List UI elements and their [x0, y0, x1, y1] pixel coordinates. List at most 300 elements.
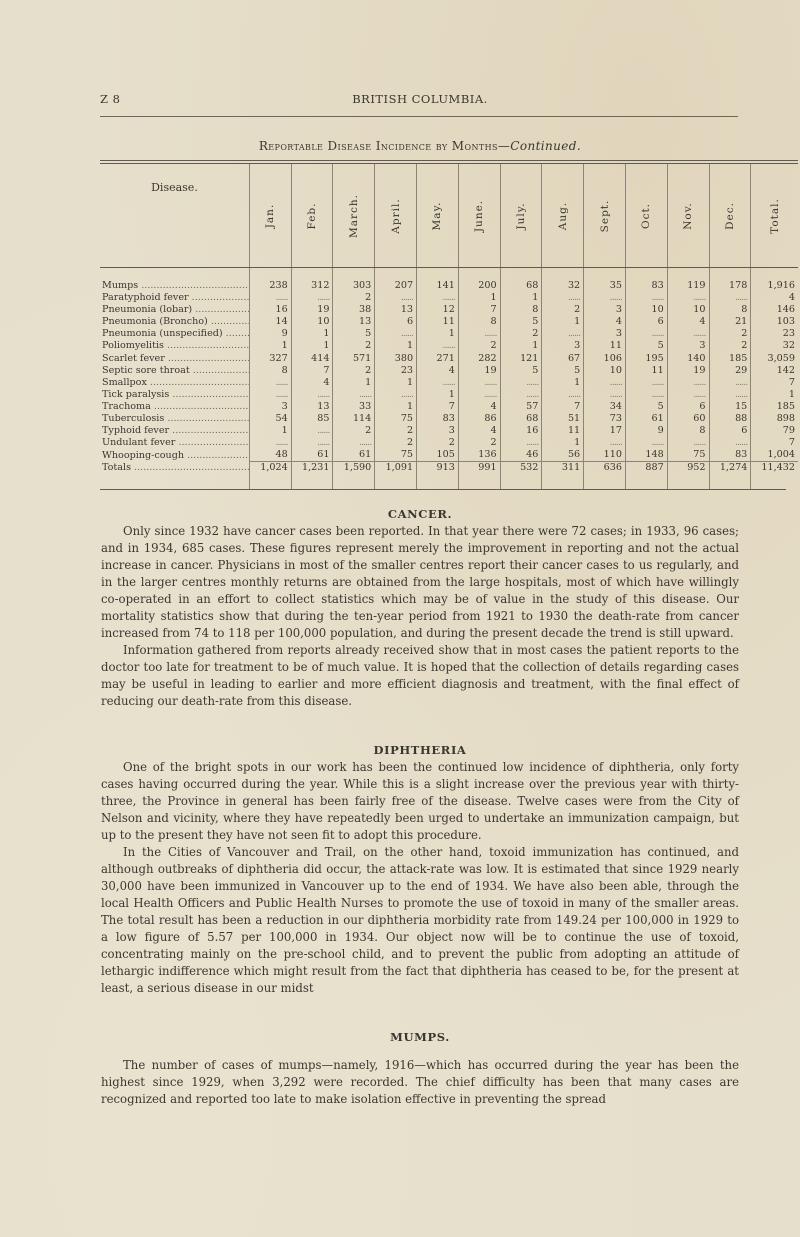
value-cell: 9 [249, 328, 291, 340]
disease-name-cell [100, 353, 249, 365]
value-cell: 238 [249, 268, 291, 293]
value-cell: 4 [667, 316, 709, 328]
value-cell: 327 [249, 353, 291, 365]
disease-name: Trachoma ..... [102, 401, 249, 412]
disease-name-cell [100, 292, 249, 304]
value-cell: ...... [249, 437, 291, 449]
value-cell: ...... [625, 292, 667, 304]
disease-name-cell [100, 401, 249, 413]
value-cell: 200 [458, 268, 500, 293]
value-cell: 6 [667, 401, 709, 413]
value-cell: 7 [788, 376, 795, 388]
column-header [625, 164, 667, 268]
value-cell: 13 [375, 304, 417, 316]
totals-label: Totals ..... [102, 462, 249, 473]
value-cell: 106 [584, 353, 626, 365]
value-cell: 32 [782, 340, 795, 352]
value-cell: 8 [458, 316, 500, 328]
value-cell: 19 [667, 365, 709, 377]
total-value-cell: 311 [542, 462, 584, 489]
value-cell: 312 [291, 268, 333, 293]
value-cell: 4 [458, 425, 500, 437]
disease-name: Pneumonia (Broncho) ..... [102, 316, 249, 327]
value-cell: 1 [291, 340, 333, 352]
value-cell: 68 [500, 413, 542, 425]
value-cell: ...... [458, 328, 500, 340]
value-cell: 1 [500, 292, 542, 304]
value-cell: ...... [667, 437, 709, 449]
value-cell: ...... [417, 292, 459, 304]
paragraph: In the Cities of Vancouver and Trail, on the other hand, toxoid immunization has continued, and although outbreaks of diphtheria did occur, the attack-rate was low. It is estimated that since 1929 nearly 30,000 have been immunized in Vancouver up to the end of 1934. We have also been able, through the local Health Officers and Public Health Nurses to promote the use of toxoid in many of the smaller areas. The total result has been a reduction in our diphtheria morbidity rate from 149.24 per 100,000 in 1929 to a low figure of 5.57 per 100,000 in 1934. Our object now will be to continue the use of toxoid, concentrating mainly on the pre-school child, and to prevent the public from adopting an attitude of lethargic indifference which might result from the fact that diphtheria has ceased to be, for the present at least, a serious disease in our midst [101, 845, 739, 995]
value-cell: ...... [542, 292, 584, 304]
table-row [100, 425, 798, 437]
value-cell: ...... [291, 292, 333, 304]
column-header-label: Feb. [306, 202, 319, 229]
value-cell: 141 [417, 268, 459, 293]
value-cell: 105 [417, 449, 459, 462]
value-cell: 1 [249, 340, 291, 352]
disease-incidence-table [100, 164, 798, 489]
value-cell: 61 [291, 449, 333, 462]
value-cell: 38 [333, 304, 375, 316]
value-cell: 282 [458, 353, 500, 365]
value-cell: 2 [333, 425, 375, 437]
value-cell: 185 [776, 400, 795, 412]
column-header [542, 164, 584, 268]
value-cell: 1 [291, 328, 333, 340]
value-cell: 3 [417, 425, 459, 437]
value-cell: 3 [542, 340, 584, 352]
disease-name-cell [100, 316, 249, 328]
value-cell: ...... [291, 437, 333, 449]
value-cell: 142 [776, 364, 795, 376]
section-cancer [101, 506, 739, 710]
value-cell: 75 [375, 449, 417, 462]
disease-table-container [100, 160, 798, 490]
value-cell: 19 [291, 304, 333, 316]
value-cell: 11 [417, 316, 459, 328]
value-cell: 1 [375, 401, 417, 413]
header-row [100, 164, 798, 268]
value-cell: 10 [291, 316, 333, 328]
disease-name: Pneumonia (lobar) ..... [102, 304, 249, 315]
value-cell: 10 [584, 365, 626, 377]
value-cell: 1 [417, 328, 459, 340]
value-cell: 16 [249, 304, 291, 316]
value-cell: 2 [458, 340, 500, 352]
value-cell: ...... [375, 292, 417, 304]
page-folio: Z 8 [100, 92, 121, 106]
table-row [100, 365, 798, 377]
value-cell: 1 [542, 377, 584, 389]
totals-row [100, 462, 798, 489]
value-cell: 271 [417, 353, 459, 365]
value-cell: ...... [375, 389, 417, 401]
total-value-cell: 1,024 [249, 462, 291, 489]
total-value-cell: 11,432 [751, 462, 798, 489]
table-header [100, 164, 798, 268]
value-cell: 6 [375, 316, 417, 328]
section-mumps [101, 1029, 739, 1108]
disease-name: Poliomyelitis ..... [102, 340, 249, 351]
disease-name: Whooping-cough ..... [102, 450, 249, 461]
column-header-label: Dec. [723, 201, 736, 230]
table-row [100, 340, 798, 352]
value-cell: 2 [709, 328, 751, 340]
value-cell: 79 [782, 425, 795, 437]
value-cell: ...... [500, 389, 542, 401]
column-header [417, 164, 459, 268]
value-cell: 83 [709, 449, 751, 462]
value-cell: 16 [500, 425, 542, 437]
value-cell: 303 [333, 268, 375, 293]
header-rule [100, 116, 738, 117]
disease-name-cell [100, 377, 249, 389]
value-cell: 380 [375, 353, 417, 365]
value-cell: 1 [375, 377, 417, 389]
table-row [100, 292, 798, 304]
total-value-cell: 1,590 [333, 462, 375, 489]
value-cell: 5 [333, 328, 375, 340]
disease-name: Pneumonia (unspecified) ..... [102, 328, 249, 339]
value-cell: 48 [249, 449, 291, 462]
value-cell: ...... [625, 377, 667, 389]
disease-name-cell [100, 413, 249, 425]
disease-name: Mumps ..... [102, 280, 249, 291]
value-cell: 17 [584, 425, 626, 437]
disease-name: Smallpox ..... [102, 377, 249, 388]
table-title [100, 139, 740, 153]
disease-name: Tuberculosis ..... [102, 413, 249, 424]
value-cell: 146 [776, 304, 795, 316]
value-cell: 10 [625, 304, 667, 316]
value-cell: ...... [584, 437, 626, 449]
value-cell: 2 [542, 304, 584, 316]
table-row [100, 389, 798, 401]
value-cell: 7 [417, 401, 459, 413]
value-cell: 61 [333, 449, 375, 462]
value-cell: 23 [375, 365, 417, 377]
value-cell: 12 [417, 304, 459, 316]
value-cell: 21 [709, 316, 751, 328]
value-cell: 4 [788, 292, 795, 304]
value-cell: ...... [667, 389, 709, 401]
value-cell: 46 [500, 449, 542, 462]
value-cell: 7 [458, 304, 500, 316]
value-cell: 6 [625, 316, 667, 328]
column-header [584, 164, 626, 268]
value-cell: 7 [542, 401, 584, 413]
disease-name-cell [100, 365, 249, 377]
total-value-cell: 991 [458, 462, 500, 489]
table-title-sep: — [497, 139, 511, 153]
value-cell: 2 [458, 437, 500, 449]
table-title-continued: Continued. [510, 139, 582, 153]
value-cell: ...... [249, 292, 291, 304]
value-cell: 2 [375, 425, 417, 437]
value-cell: ...... [625, 437, 667, 449]
value-cell: ...... [584, 292, 626, 304]
table-row [100, 377, 798, 389]
value-cell: ...... [375, 328, 417, 340]
value-cell: ...... [625, 389, 667, 401]
value-cell: ...... [584, 389, 626, 401]
table-title-main: Reportable Disease Incidence by Months [258, 139, 498, 153]
value-cell: 185 [709, 353, 751, 365]
value-cell: 414 [291, 353, 333, 365]
total-value-cell: 952 [667, 462, 709, 489]
value-cell: 5 [500, 365, 542, 377]
disease-name-cell [100, 437, 249, 449]
table-row [100, 304, 798, 316]
section-heading-diphtheria: DIPHTHERIA [373, 743, 467, 757]
value-cell: 178 [709, 268, 751, 293]
value-cell: ...... [667, 328, 709, 340]
value-cell: 3 [667, 340, 709, 352]
value-cell: ...... [291, 389, 333, 401]
value-cell: 15 [709, 401, 751, 413]
disease-name-cell [100, 268, 249, 293]
value-cell: 75 [667, 449, 709, 462]
value-cell: 4 [291, 377, 333, 389]
value-cell: ...... [667, 377, 709, 389]
value-cell: 207 [375, 268, 417, 293]
column-header-label: April. [389, 197, 402, 234]
value-cell: 1 [542, 316, 584, 328]
value-cell: ...... [417, 377, 459, 389]
value-cell: 2 [333, 365, 375, 377]
column-header [333, 164, 375, 268]
value-cell: ...... [542, 389, 584, 401]
value-cell: ...... [709, 389, 751, 401]
value-cell: 13 [333, 316, 375, 328]
column-header-label: July. [515, 201, 527, 230]
value-cell: 67 [542, 353, 584, 365]
value-cell: 75 [375, 413, 417, 425]
value-cell: ...... [500, 437, 542, 449]
column-header [751, 164, 798, 268]
value-cell: ...... [667, 292, 709, 304]
total-value-cell: 532 [500, 462, 542, 489]
value-cell: 8 [500, 304, 542, 316]
value-cell: 2 [709, 340, 751, 352]
value-cell: 35 [584, 268, 626, 293]
value-cell: 73 [584, 413, 626, 425]
value-cell: 1,004 [767, 449, 795, 461]
table-row [100, 401, 798, 413]
value-cell: 114 [333, 413, 375, 425]
disease-name-cell [100, 449, 249, 462]
value-cell: 1 [249, 425, 291, 437]
value-cell: 4 [584, 316, 626, 328]
table-row [100, 328, 798, 340]
value-cell: 10 [667, 304, 709, 316]
value-cell: 11 [584, 340, 626, 352]
value-cell: 83 [417, 413, 459, 425]
value-cell: 57 [500, 401, 542, 413]
value-cell: 136 [458, 449, 500, 462]
disease-name-cell [100, 304, 249, 316]
disease-name: Undulant fever ..... [102, 437, 249, 448]
table-row [100, 437, 798, 449]
value-cell: 29 [709, 365, 751, 377]
value-cell: ...... [333, 437, 375, 449]
value-cell: ...... [458, 377, 500, 389]
disease-name: Paratyphoid fever ..... [102, 292, 249, 303]
value-cell: 51 [542, 413, 584, 425]
disease-name-cell [100, 389, 249, 401]
value-cell: 3 [584, 304, 626, 316]
running-title: BRITISH COLUMBIA. [352, 92, 488, 106]
value-cell: 34 [584, 401, 626, 413]
value-cell: 9 [625, 425, 667, 437]
value-cell: 140 [667, 353, 709, 365]
total-value-cell: 1,091 [375, 462, 417, 489]
value-cell: 56 [542, 449, 584, 462]
value-cell: 85 [291, 413, 333, 425]
section-heading-mumps: MUMPS. [390, 1030, 450, 1044]
value-cell: 2 [333, 292, 375, 304]
column-header-label: Sept. [598, 199, 611, 232]
value-cell: 8 [667, 425, 709, 437]
value-cell: 4 [458, 401, 500, 413]
disease-name: Typhoid fever ..... [102, 425, 249, 436]
value-cell: 4 [417, 365, 459, 377]
value-cell: 1 [333, 377, 375, 389]
section-heading-cancer: CANCER. [387, 507, 453, 521]
table-bottom-rule [100, 489, 786, 490]
value-cell: 8 [709, 304, 751, 316]
value-cell: 7 [788, 437, 795, 449]
value-cell: 195 [625, 353, 667, 365]
value-cell: 61 [625, 413, 667, 425]
value-cell: ...... [291, 425, 333, 437]
value-cell: 3 [584, 328, 626, 340]
table-row [100, 353, 798, 365]
value-cell: 83 [625, 268, 667, 293]
value-cell: ...... [333, 389, 375, 401]
value-cell: ...... [249, 377, 291, 389]
column-header-label: June. [473, 199, 486, 232]
value-cell: 7 [291, 365, 333, 377]
value-cell: 3,059 [767, 352, 795, 364]
value-cell: 8 [249, 365, 291, 377]
value-cell: 54 [249, 413, 291, 425]
total-value-cell: 636 [584, 462, 626, 489]
column-header-label: May. [431, 201, 444, 230]
section-diphtheria [101, 742, 739, 997]
value-cell: 13 [291, 401, 333, 413]
column-header [709, 164, 751, 268]
column-header-label: Total. [768, 197, 781, 234]
value-cell: 5 [625, 340, 667, 352]
column-header [291, 164, 333, 268]
value-cell: ...... [584, 377, 626, 389]
value-cell: ...... [709, 377, 751, 389]
value-cell: 3 [249, 401, 291, 413]
paragraph: Information gathered from reports already received show that in most cases the patient reports to the doctor too late for treatment to be of much value. It is hoped that the collection of details regarding cases may be useful in leading to earlier and more efficient diagnosis and treatment, with the final effect of reducing our death-rate from this disease. [101, 643, 739, 708]
value-cell: 11 [542, 425, 584, 437]
column-header [458, 164, 500, 268]
column-header-label: Jan. [264, 203, 277, 228]
column-header-label: Aug. [556, 201, 569, 230]
disease-name-cell [100, 328, 249, 340]
disease-name: Tick paralysis ..... [102, 389, 249, 400]
value-cell: 110 [584, 449, 626, 462]
value-cell: ...... [709, 292, 751, 304]
value-cell: ...... [709, 437, 751, 449]
total-value-cell: 913 [417, 462, 459, 489]
value-cell: ...... [458, 389, 500, 401]
value-cell: 1 [417, 389, 459, 401]
value-cell: 60 [667, 413, 709, 425]
value-cell: 6 [709, 425, 751, 437]
value-cell: 23 [782, 328, 795, 340]
value-cell: 2 [417, 437, 459, 449]
value-cell: 119 [667, 268, 709, 293]
value-cell: 5 [625, 401, 667, 413]
value-cell: 68 [500, 268, 542, 293]
column-header [375, 164, 417, 268]
table-row [100, 316, 798, 328]
value-cell: 571 [333, 353, 375, 365]
paragraph: The number of cases of mumps—namely, 1916—which has occurred during the year has been the highest since 1929, when 3,292 were recorded. The chief difficulty has been that many cases are recognized and reported too late to make isolation effective in preventing the spread [101, 1058, 739, 1106]
value-cell: 2 [500, 328, 542, 340]
column-header-label: Oct. [640, 202, 653, 229]
disease-name: Scarlet fever ..... [102, 353, 249, 364]
paragraph: Only since 1932 have cancer cases been reported. In that year there were 72 cases; in 1933, 96 cases; and in 1934, 685 cases. These figures represent merely the improvement in reporting and not the actual increase in cancer. Physicians in most of the smaller centres report their cancer cases to us regularly, and in the larger centres monthly returns are obtained from the large hospitals, most of which have willingly co-operated in an effort to collect statistics which may be of value in the study of this disease. Our mortality statistics show that during the ten-year period from 1921 to 1930 the death-rate from cancer increased from 74 to 118 per 100,000 population, and during the present decade the trend is still upward. [101, 524, 739, 640]
value-cell: ...... [625, 328, 667, 340]
value-cell: 1 [375, 340, 417, 352]
value-cell: 33 [333, 401, 375, 413]
value-cell: ...... [417, 340, 459, 352]
column-header-disease: Disease. [100, 164, 249, 268]
table-row [100, 449, 798, 462]
value-cell: ...... [249, 389, 291, 401]
value-cell: 103 [776, 316, 795, 328]
value-cell: 86 [458, 413, 500, 425]
column-header-label: Nov. [682, 201, 695, 230]
column-header [249, 164, 291, 268]
value-cell: ...... [500, 377, 542, 389]
value-cell: 898 [776, 413, 795, 425]
value-cell: 88 [709, 413, 751, 425]
table-body [100, 268, 798, 489]
value-cell: 2 [375, 437, 417, 449]
value-cell: 121 [500, 353, 542, 365]
value-cell: 1 [458, 292, 500, 304]
total-value-cell: 1,231 [291, 462, 333, 489]
total-value-cell: 1,274 [709, 462, 751, 489]
value-cell: 32 [542, 268, 584, 293]
value-cell: 5 [542, 365, 584, 377]
value-cell: 1 [542, 437, 584, 449]
disease-name-cell [100, 340, 249, 352]
value-cell: 2 [333, 340, 375, 352]
column-header [667, 164, 709, 268]
value-cell: 14 [249, 316, 291, 328]
disease-name: Septic sore throat ..... [102, 365, 249, 376]
disease-name-cell [100, 425, 249, 437]
totals-label-cell [100, 462, 249, 489]
value-cell: 1 [788, 388, 795, 400]
value-cell: 1 [500, 340, 542, 352]
value-cell: 5 [500, 316, 542, 328]
value-cell: ...... [542, 328, 584, 340]
value-cell: 1,916 [767, 280, 795, 291]
value-cell: 19 [458, 365, 500, 377]
table-row [100, 268, 798, 293]
